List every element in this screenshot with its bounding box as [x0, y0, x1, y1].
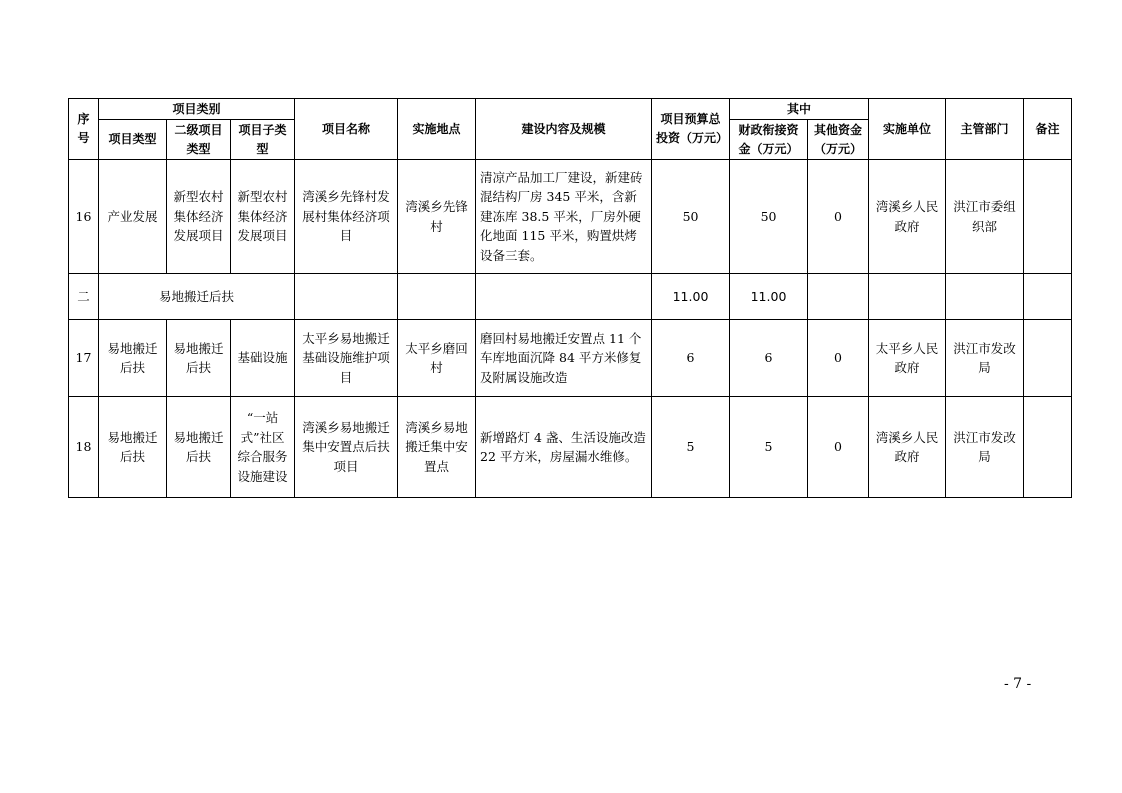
row-remark [1024, 397, 1072, 498]
row-budget: 50 [652, 160, 730, 274]
row-type: 产业发展 [99, 160, 167, 274]
row-remark [1024, 320, 1072, 397]
row-other: 0 [808, 397, 869, 498]
row-sub-type2: 易地搬迁后扶 [167, 397, 231, 498]
row-sub-type2: 新型农村集体经济发展项目 [167, 160, 231, 274]
header-type: 项目类型 [99, 120, 167, 160]
row-other: 0 [808, 160, 869, 274]
row-other: 0 [808, 320, 869, 397]
row-name: 太平乡易地搬迁基础设施维护项目 [295, 320, 398, 397]
header-of-which: 其中 [730, 99, 869, 120]
row-sub-type2: 易地搬迁后扶 [167, 320, 231, 397]
header-remark: 备注 [1024, 99, 1072, 160]
row-unit: 太平乡人民政府 [869, 320, 946, 397]
row-seq: 16 [69, 160, 99, 274]
row-fiscal: 5 [730, 397, 808, 498]
table-row [69, 320, 1072, 397]
header-seq: 序号 [69, 99, 99, 160]
page-number: - 7 - [1004, 676, 1032, 692]
row-sub-type: “一站式”社区综合服务设施建设 [231, 397, 295, 498]
row-budget: 5 [652, 397, 730, 498]
section-row [69, 274, 1072, 320]
row-dept: 洪江市委组织部 [946, 160, 1024, 274]
row-unit: 湾溪乡人民政府 [869, 160, 946, 274]
row-seq: 18 [69, 397, 99, 498]
header-dept: 主管部门 [946, 99, 1024, 160]
row-name: 湾溪乡易地搬迁集中安置点后扶项目 [295, 397, 398, 498]
section-fiscal: 11.00 [730, 274, 808, 320]
header-content: 建设内容及规模 [476, 99, 652, 160]
row-unit: 湾溪乡人民政府 [869, 397, 946, 498]
row-fiscal: 50 [730, 160, 808, 274]
row-seq: 17 [69, 320, 99, 397]
row-sub-type: 新型农村集体经济发展项目 [231, 160, 295, 274]
row-fiscal: 6 [730, 320, 808, 397]
row-budget: 6 [652, 320, 730, 397]
row-dept: 洪江市发改局 [946, 320, 1024, 397]
row-name: 湾溪乡先锋村发展村集体经济项目 [295, 160, 398, 274]
header-unit: 实施单位 [869, 99, 946, 160]
table-row [69, 397, 1072, 498]
row-remark [1024, 160, 1072, 274]
header-budget: 项目预算总投资（万元） [652, 99, 730, 160]
header-other: 其他资金（万元） [808, 120, 869, 160]
row-location: 湾溪乡易地搬迁集中安置点 [398, 397, 476, 498]
row-location: 太平乡磨回村 [398, 320, 476, 397]
row-content: 清凉产品加工厂建设，新建砖混结构厂房 345 平米，含新建冻库 38.5 平米，厂房外硬化地面 115 平米，购置烘烤设备三套。 [476, 160, 652, 274]
section-seq: 二 [69, 274, 99, 320]
row-location: 湾溪乡先锋村 [398, 160, 476, 274]
project-table [68, 98, 1072, 498]
header-sub-type2: 二级项目类型 [167, 120, 231, 160]
section-title: 易地搬迁后扶 [99, 274, 295, 320]
row-type: 易地搬迁后扶 [99, 397, 167, 498]
row-sub-type: 基础设施 [231, 320, 295, 397]
section-budget: 11.00 [652, 274, 730, 320]
header-row-1 [69, 99, 1072, 120]
header-sub-type: 项目子类型 [231, 120, 295, 160]
header-name: 项目名称 [295, 99, 398, 160]
row-content: 磨回村易地搬迁安置点 11 个车库地面沉降 84 平方米修复及附属设施改造 [476, 320, 652, 397]
header-location: 实施地点 [398, 99, 476, 160]
header-fiscal: 财政衔接资金（万元） [730, 120, 808, 160]
table-row [69, 160, 1072, 274]
row-type: 易地搬迁后扶 [99, 320, 167, 397]
header-category-group: 项目类别 [99, 99, 295, 120]
row-dept: 洪江市发改局 [946, 397, 1024, 498]
row-content: 新增路灯 4 盏、生活设施改造 22 平方米，房屋漏水维修。 [476, 397, 652, 498]
